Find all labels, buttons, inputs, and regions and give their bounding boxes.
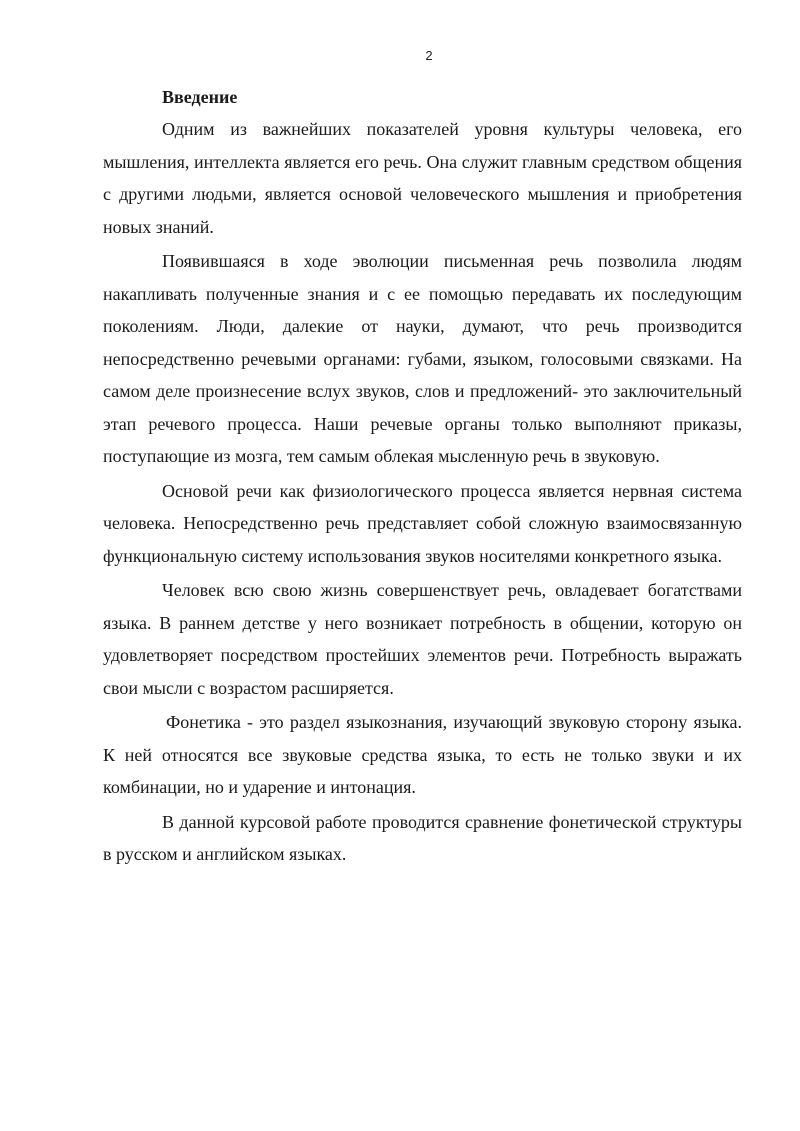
- page-number: 2: [425, 48, 433, 63]
- paragraph-5: Фонетика - это раздел языкознания, изучающий звуковую сторону языка. К ней относятся все звуковые средства языка, то есть не только звуки и их комбинации, но и ударение и интонация.: [103, 712, 742, 797]
- paragraph-3: Основой речи как физиологического процесса является нервная система человека. Непосредственно речь представляет собой сложную взаимосвязанную функциональную систему использования звуков носителями конкретного языка.: [103, 480, 742, 566]
- paragraph-6: В данной курсовой работе проводится сравнение фонетической структуры в русском и английском языках.: [103, 811, 742, 864]
- paragraph-4: Человек всю свою жизнь совершенствует речь, овладевает богатствами языка. В раннем детстве у него возникает потребность в общении, которую он удовлетворяет посредством простейших элементов речи. Потребность выражать свои мысли с возрастом расширяется.: [103, 580, 742, 698]
- document-body: [103, 82, 742, 873]
- section-heading: Введение: [162, 87, 238, 107]
- paragraph-2: Появившаяся в ходе эволюции письменная речь позволила людям накапливать полученные знания и с ее помощью передавать их последующим поколениям. Люди, далекие от науки, думают, что речь производится непосредственно речевыми органами: губами, языком, голосовыми связками. На самом деле произнесение вслух звуков, слов и предложений- это заключительный этап речевого процесса. Наши речевые органы только выполняют приказы, поступающие из мозга, тем самым облекая мысленную речь в звуковую.: [103, 251, 742, 466]
- paragraph-1: Одним из важнейших показателей уровня культуры человека, его мышления, интеллекта является его речь. Она служит главным средством общения с другими людьми, является основой человеческого мышления и приобретения новых знаний.: [103, 119, 742, 237]
